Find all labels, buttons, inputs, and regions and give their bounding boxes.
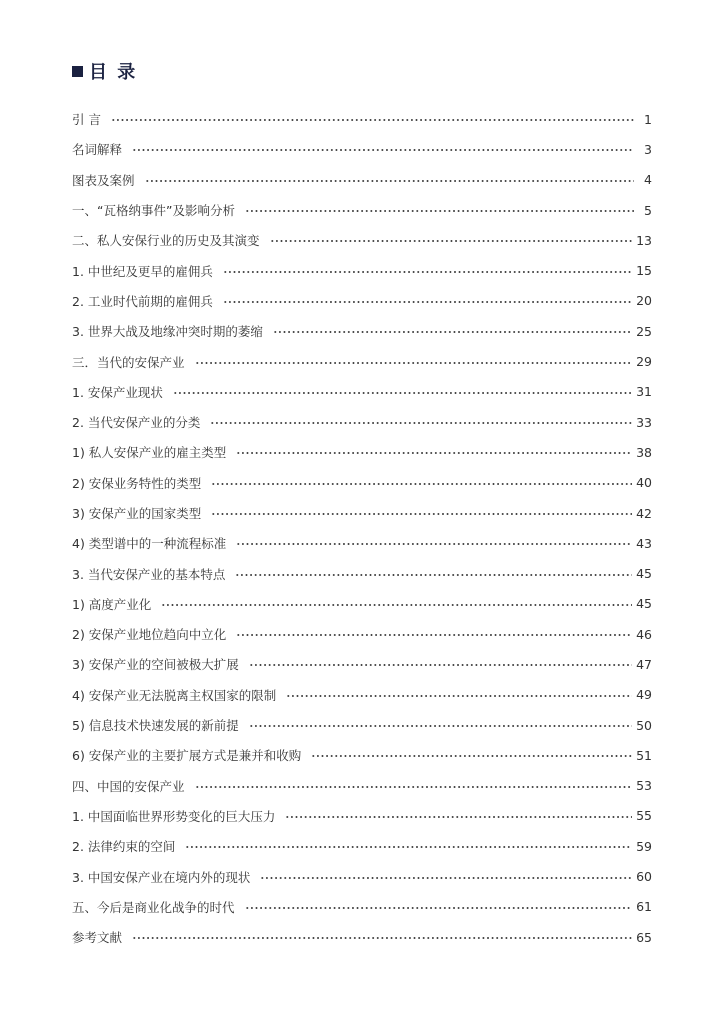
dot-leader [260,877,632,879]
toc-entry[interactable] [72,771,652,801]
toc-entry[interactable] [72,922,652,952]
toc-entry[interactable] [72,831,652,861]
toc-entry[interactable] [72,801,652,831]
toc-entry-page: 20 [636,293,652,309]
toc-entry-page: 47 [636,656,652,672]
toc-entry-page: 65 [636,929,652,945]
dot-leader [145,180,634,182]
toc-entry-label: 2. 工业时代前期的雇佣兵 [72,293,213,309]
dot-leader [161,604,632,606]
toc-entry-label: 1) 高度产业化 [72,596,152,612]
toc-entry-page: 3 [644,141,652,157]
dot-leader [245,210,634,212]
dot-leader [195,786,633,788]
toc-entry-page: 45 [636,566,652,582]
toc-entry-label: 5) 信息技术快速发展的新前提 [72,718,239,734]
toc-entry-page: 4 [644,172,652,188]
toc-entry[interactable] [72,589,652,619]
toc-entry-page: 40 [636,475,652,491]
toc-entry[interactable] [72,286,652,316]
dot-leader [286,695,632,697]
toc-entry[interactable] [72,468,652,498]
toc-entry-label: 三．当代的安保产业 [72,354,185,370]
dot-leader [236,452,632,454]
dot-leader [285,816,632,818]
toc-entry[interactable] [72,255,652,285]
toc-entry-label: 四、中国的安保产业 [72,778,185,794]
dot-leader [270,240,633,242]
dot-leader [273,331,632,333]
dot-leader [132,149,634,151]
toc-entry-label: 1. 中世纪及更早的雇佣兵 [72,263,213,279]
toc-entry-label: 五、今后是商业化战争的时代 [72,899,235,915]
toc-entry-page: 5 [644,202,652,218]
toc-entry-page: 33 [636,414,652,430]
dot-leader [245,907,633,909]
toc-entry[interactable] [72,528,652,558]
toc-entry-label: 3) 安保产业的国家类型 [72,506,202,521]
dot-leader [211,513,632,515]
toc-entry-label: 2. 当代安保产业的分类 [72,415,201,431]
dot-leader [111,119,634,121]
toc-entry[interactable] [72,680,652,710]
page-title: 目 录 [89,62,138,83]
toc-entry[interactable] [72,377,652,407]
toc-entry-label: 4) 安保产业无法脱离主权国家的限制 [72,687,277,703]
toc-entry-page: 38 [636,444,652,460]
dot-leader [223,301,632,303]
toc-entry-page: 46 [636,626,652,642]
dot-leader [249,725,632,727]
toc-heading [72,58,137,84]
toc-entry-label: 图表及案例 [72,172,135,188]
toc-entry[interactable] [72,195,652,225]
toc-entry-page: 53 [636,778,652,794]
toc-entry-label: 名词解释 [72,142,123,158]
toc-entry-page: 31 [636,384,652,400]
toc-entry[interactable] [72,740,652,770]
toc-entry-label: 3) 安保产业的空间被极大扩展 [72,657,239,673]
toc-entry-label: 4) 类型谱中的一种流程标准 [72,536,227,552]
heading-square-icon [72,66,83,77]
toc-entry-label: 3. 当代安保产业的基本特点 [72,566,226,582]
dot-leader [185,846,632,848]
toc-entry-page: 51 [636,747,652,763]
toc-entry-label: 一、“瓦格纳事件”及影响分析 [72,203,235,219]
toc-entry-page: 61 [636,899,652,915]
toc-entry[interactable] [72,165,652,195]
toc-entry[interactable] [72,710,652,740]
toc-entry[interactable] [72,407,652,437]
dot-leader [210,422,632,424]
dot-leader [249,664,632,666]
toc-entry-page: 43 [636,535,652,551]
toc-entry-label: 参考文献 [72,930,123,946]
table-of-contents [72,104,652,952]
toc-entry[interactable] [72,316,652,346]
toc-entry[interactable] [72,619,652,649]
toc-entry[interactable] [72,892,652,922]
toc-entry-label: 1) 私人安保产业的雇主类型 [72,445,227,461]
toc-entry-page: 49 [636,687,652,703]
toc-entry-label: 3. 世界大战及地缘冲突时期的萎缩 [72,324,263,340]
dot-leader [195,362,633,364]
toc-entry-page: 50 [636,717,652,733]
toc-entry-page: 25 [636,323,652,339]
toc-entry[interactable] [72,861,652,891]
dot-leader [236,634,632,636]
dot-leader [132,937,632,939]
dot-leader [211,483,632,485]
toc-entry-label: 6) 安保产业的主要扩展方式是兼并和收购 [72,748,302,764]
dot-leader [311,755,632,757]
toc-entry[interactable] [72,346,652,376]
toc-entry-page: 13 [636,232,652,248]
toc-entry-label: 2. 法律约束的空间 [72,839,176,855]
dot-leader [223,271,632,273]
toc-entry-page: 15 [636,263,652,279]
toc-entry[interactable] [72,225,652,255]
toc-entry-page: 55 [636,808,652,824]
toc-entry-page: 42 [636,505,652,521]
toc-entry[interactable] [72,134,652,164]
toc-entry-page: 60 [636,869,652,885]
toc-entry[interactable] [72,558,652,588]
dot-leader [235,574,632,576]
toc-entry-page: 29 [636,354,652,370]
toc-entry-label: 1. 中国面临世界形势变化的巨大压力 [72,808,276,824]
toc-entry-label: 2) 安保产业地位趋向中立化 [72,627,227,643]
toc-entry-label: 1. 安保产业现状 [72,384,163,400]
toc-entry-page: 45 [636,596,652,612]
toc-entry[interactable] [72,498,652,528]
toc-entry[interactable] [72,104,652,134]
toc-entry-label: 二、私人安保行业的历史及其演变 [72,233,260,249]
toc-entry[interactable] [72,437,652,467]
toc-entry-page: 1 [644,111,652,127]
toc-entry[interactable] [72,649,652,679]
toc-entry-page: 59 [636,838,652,854]
toc-entry-label: 3. 中国安保产业在境内外的现状 [72,869,251,885]
dot-leader [173,392,632,394]
toc-entry-label: 引 言 [72,112,101,128]
toc-entry-label: 2) 安保业务特性的类型 [72,475,202,491]
dot-leader [236,543,632,545]
